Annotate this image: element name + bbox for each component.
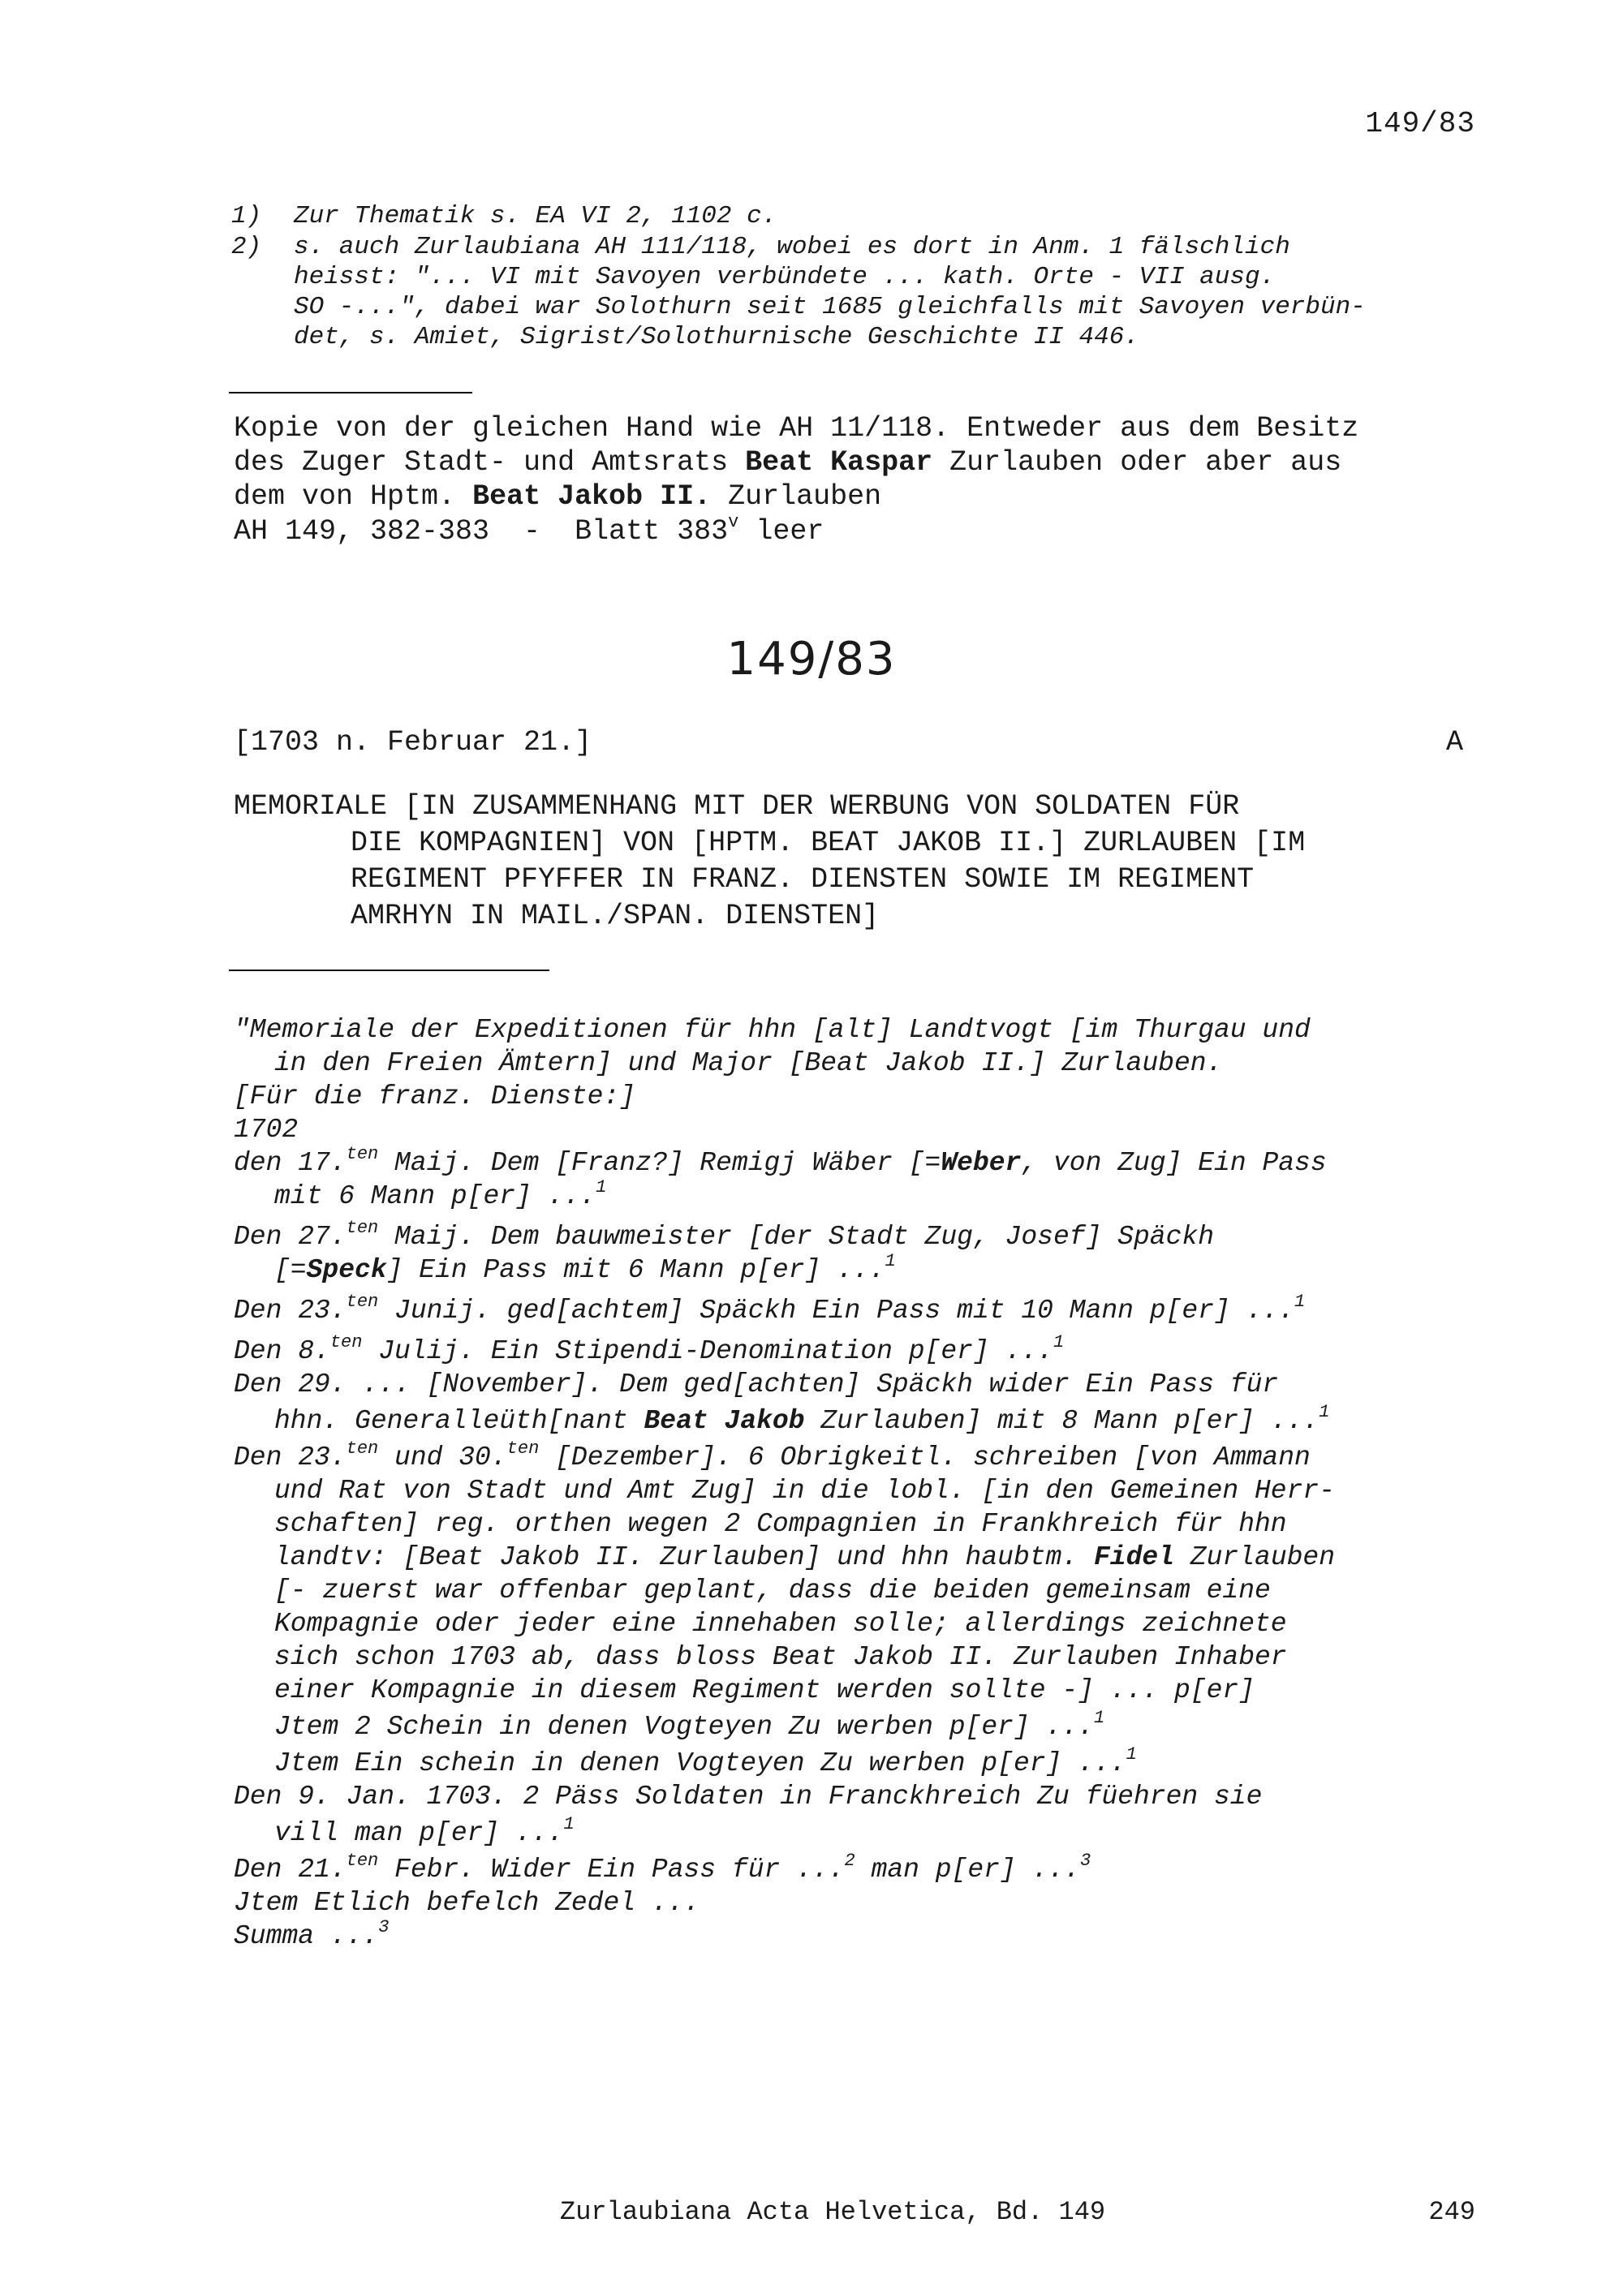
body-line: Jtem 2 Schein in denen Vogteyen Zu werben p[er] ...$^1$ xyxy=(274,1708,1105,1742)
body-line: "Memoriale der Expeditionen für hhn [alt] Landtvogt [im Thurgau und xyxy=(234,1015,1311,1045)
body-line: sich schon 1703 ab, dass bloss Beat Jakob II. Zurlauben Inhaber xyxy=(274,1642,1287,1672)
footer-page-number: 249 xyxy=(1428,2197,1475,2227)
document-title-line: MEMORIALE [IN ZUSAMMENHANG MIT DER WERBUNG VON SOLDATEN FÜR xyxy=(234,790,1240,823)
page-reference: 149/83 xyxy=(1365,107,1475,140)
document-number: 149/83 xyxy=(726,633,897,686)
body-line: Den 29. ... [November]. Dem ged[achten] Späckh wider Ein Pass für xyxy=(234,1369,1279,1400)
footnote-text: det, s. Amiet, Sigrist/Solothurnische Geschichte II 446. xyxy=(294,323,1139,351)
footnote-number: 2) xyxy=(231,233,262,261)
body-line: [- zuerst war offenbar geplant, dass die beiden gemeinsam eine xyxy=(274,1576,1271,1606)
body-line: landtv: [Beat Jakob II. Zurlauben] und hhn haubtm. Fidel Zurlauben xyxy=(274,1542,1336,1572)
body-line: mit 6 Mann p[er] ...$^1$ xyxy=(274,1177,607,1211)
body-line: Den 21.$^{ten}$ Febr. Wider Ein Pass für ...$^2$ man p[er] ...$^3$ xyxy=(234,1851,1091,1885)
body-line: den 17.$^{ten}$ Maij. Dem [Franz?] Remigj Wäber [=Weber, von Zug] Ein Pass xyxy=(234,1144,1327,1178)
provenance-line: des Zuger Stadt- und Amtsrats Beat Kaspar Zurlauben oder aber aus xyxy=(234,446,1342,479)
provenance-line: Kopie von der gleichen Hand wie AH 11/118. Entweder aus dem Besitz xyxy=(234,412,1359,445)
body-line: Kompagnie oder jeder eine innehaben solle; allerdings zeichnete xyxy=(274,1609,1287,1639)
body-line: Den 9. Jan. 1703. 2 Päss Soldaten in Franckhreich Zu füehren sie xyxy=(234,1782,1263,1812)
body-line: in den Freien Ämtern] und Major [Beat Jakob II.] Zurlauben. xyxy=(274,1048,1223,1078)
body-line: einer Kompagnie in diesem Regiment werden sollte -] ... p[er] xyxy=(274,1675,1255,1705)
footnote-text: s. auch Zurlaubiana AH 111/118, wobei es dort in Anm. 1 fälschlich xyxy=(294,233,1290,261)
body-line: und Rat von Stadt und Amt Zug] in die lobl. [in den Gemeinen Herr- xyxy=(274,1476,1336,1506)
body-line: [=Speck] Ein Pass mit 6 Mann p[er] ...$^1$ xyxy=(274,1251,896,1285)
provenance-source: AH 149, 382-383 - Blatt 383$^v$ leer xyxy=(234,512,824,548)
body-line: Summa ...$^3$ xyxy=(234,1917,390,1951)
provenance-line: dem von Hptm. Beat Jakob II. Zurlauben xyxy=(234,480,882,513)
divider xyxy=(229,970,549,971)
body-line: hhn. Generalleüth[nant Beat Jakob Zurlauben] mit 8 Mann p[er] ...$^1$ xyxy=(274,1402,1330,1436)
body-line: schaften] reg. orthen wegen 2 Compagnien in Frankhreich für hhn xyxy=(274,1509,1287,1539)
document-title-line: DIE KOMPAGNIEN] VON [HPTM. BEAT JAKOB II.] ZURLAUBEN [IM xyxy=(351,827,1306,859)
divider xyxy=(229,392,472,393)
body-line: Jtem Etlich befelch Zedel ... xyxy=(234,1888,700,1918)
body-line: vill man p[er] ...$^1$ xyxy=(274,1814,575,1848)
footnote-text: SO -...", dabei war Solothurn seit 1685 gleichfalls mit Savoyen verbün- xyxy=(294,293,1366,321)
body-line: Den 23.$^{ten}$ Junij. ged[achtem] Späckh Ein Pass mit 10 Mann p[er] ...$^1$ xyxy=(234,1292,1306,1326)
document-letter: A xyxy=(1445,726,1463,759)
document-title-line: AMRHYN IN MAIL./SPAN. DIENSTEN] xyxy=(351,900,880,932)
footnote-number: 1) xyxy=(231,202,262,230)
document-date: [1703 n. Februar 21.] xyxy=(234,726,592,759)
body-line: Den 23.$^{ten}$ und 30.$^{ten}$ [Dezember]. 6 Obrigkeitl. schreiben [von Ammann xyxy=(234,1438,1311,1473)
body-line: Den 27.$^{ten}$ Maij. Dem bauwmeister [der Stadt Zug, Josef] Späckh xyxy=(234,1218,1215,1252)
body-line: Jtem Ein schein in denen Vogteyen Zu werben p[er] ...$^1$ xyxy=(274,1744,1137,1778)
body-line: 1702 xyxy=(234,1115,299,1145)
footnote-text: Zur Thematik s. EA VI 2, 1102 c. xyxy=(294,202,777,230)
footnote-text: heisst: "... VI mit Savoyen verbündete ... kath. Orte - VII ausg. xyxy=(294,263,1276,291)
footer-title: Zurlaubiana Acta Helvetica, Bd. 149 xyxy=(560,2197,1106,2227)
body-line: [Für die franz. Dienste:] xyxy=(234,1081,636,1111)
body-line: Den 8.$^{ten}$ Julij. Ein Stipendi-Denomination p[er] ...$^1$ xyxy=(234,1332,1065,1366)
document-title-line: REGIMENT PFYFFER IN FRANZ. DIENSTEN SOWIE IM REGIMENT xyxy=(351,863,1255,896)
